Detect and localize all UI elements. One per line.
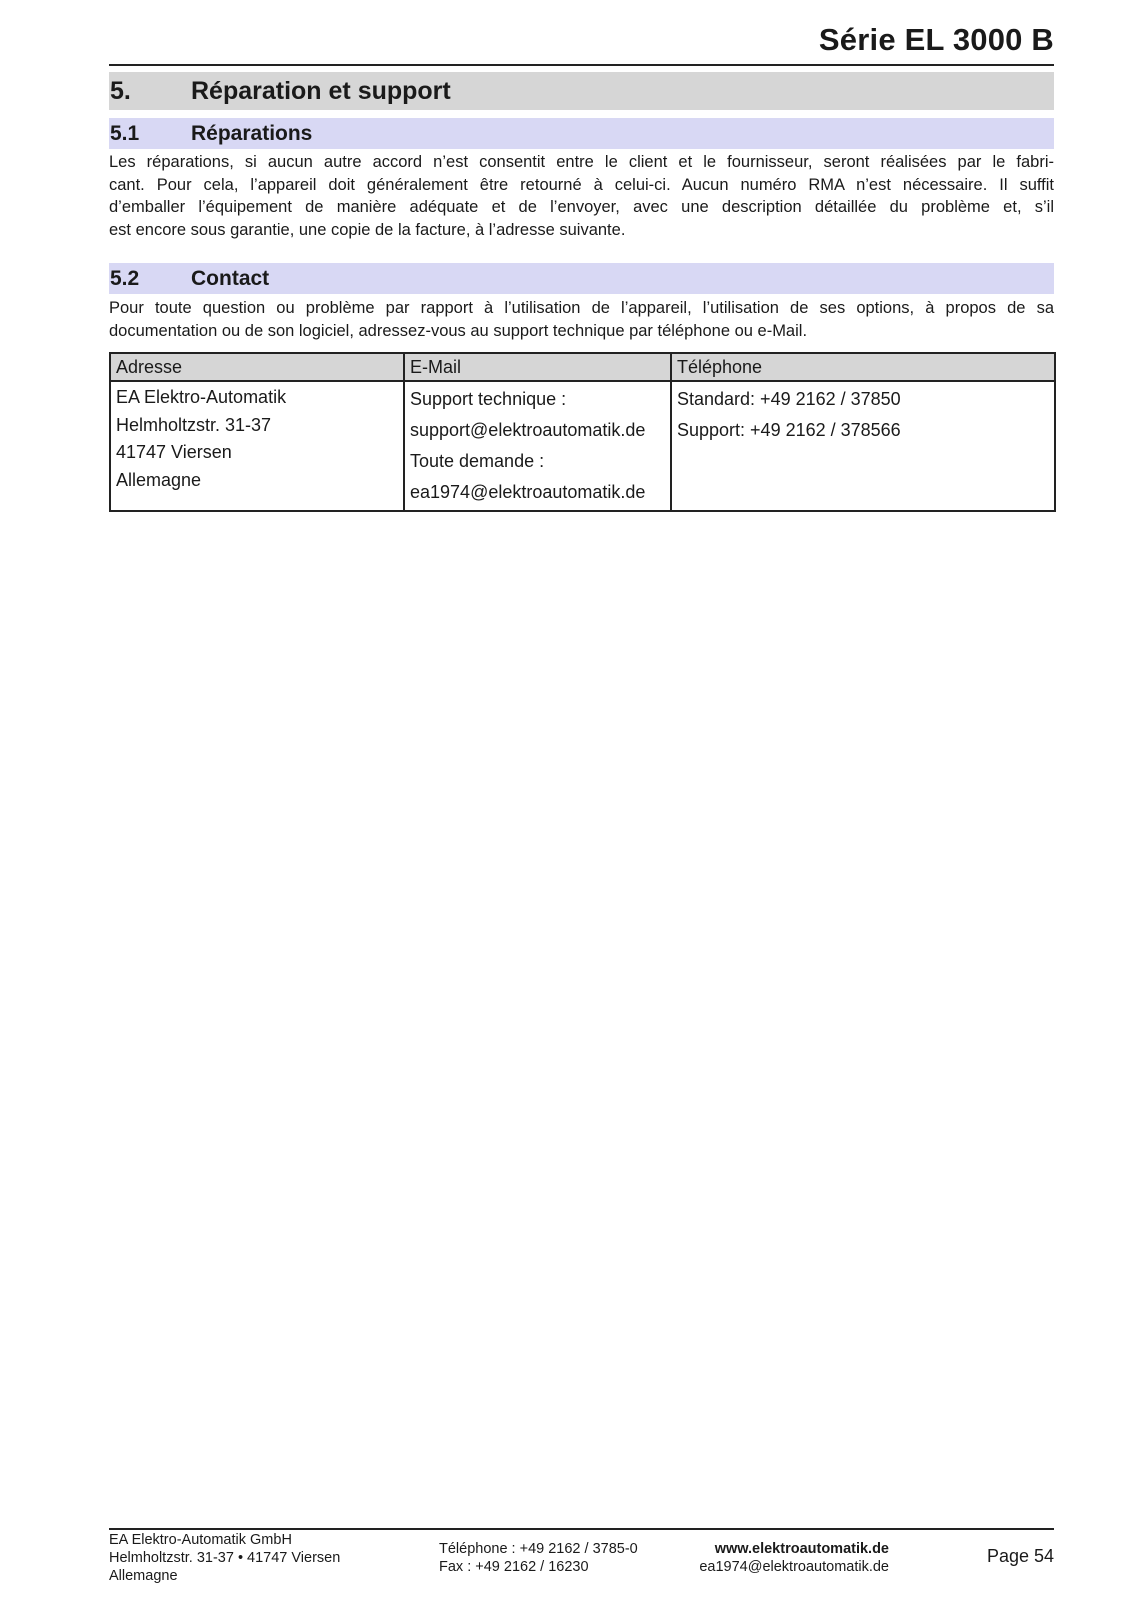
- footer-line: Allemagne: [109, 1568, 178, 1584]
- page-number: Page 54: [986, 1546, 1054, 1566]
- section-number: 5.1: [110, 121, 140, 145]
- footer-line: Téléphone : +49 2162 / 3785-0: [439, 1541, 638, 1557]
- paragraph-line: Les réparations, si aucun autre accord n’est consentit entre le client et le fournisseur, seront réalisées par le fabri-: [109, 153, 1054, 171]
- paragraph-line: documentation ou de son logiciel, adressez-vous au support technique par téléphone ou e-Mail.: [109, 321, 808, 340]
- footer-line: Helmholtzstr. 31-37 • 41747 Viersen: [109, 1550, 341, 1566]
- general-email-link[interactable]: ea1974@elektroautomatik.de: [410, 482, 646, 502]
- contact-table: [109, 352, 1056, 512]
- repairs-paragraph: [109, 151, 1054, 242]
- footer-rule: [109, 1528, 1054, 1530]
- table-header-row: [110, 353, 1055, 381]
- footer-web-mail: [689, 1540, 889, 1576]
- phone-line: Standard: +49 2162 / 37850: [677, 389, 901, 409]
- column-header-address: Adresse: [110, 353, 404, 381]
- section-title: Contact: [191, 266, 270, 290]
- series-title: Série EL 3000 B: [818, 22, 1054, 57]
- chapter-heading: [109, 72, 1054, 110]
- header-rule: [109, 64, 1054, 66]
- address-line: 41747 Viersen: [116, 442, 232, 462]
- phone-cell: [671, 381, 1055, 511]
- address-line: Allemagne: [116, 469, 202, 490]
- section-title: Réparations: [191, 121, 313, 145]
- address-cell: [110, 381, 404, 511]
- paragraph-line: Pour toute question ou problème par rapport à l’utilisation de l’appareil, l’utilisation de ses options, à propos de sa: [109, 299, 1054, 317]
- support-email-link[interactable]: support@elektroautomatik.de: [410, 420, 646, 440]
- footer-company: [109, 1531, 340, 1585]
- section-heading-repairs: [109, 118, 1054, 149]
- contact-paragraph: [109, 297, 1054, 342]
- footer-phone-fax: [439, 1540, 638, 1576]
- phone-line: Support: +49 2162 / 378566: [677, 420, 901, 440]
- paragraph-line: est encore sous garantie, une copie de la facture, à l’adresse suivante.: [109, 221, 626, 240]
- email-label: Support technique :: [410, 389, 567, 409]
- column-header-email: E-Mail: [404, 353, 671, 381]
- document-page: [109, 0, 1054, 1600]
- footer-email-link[interactable]: ea1974@elektroautomatik.de: [699, 1559, 889, 1575]
- address-line: EA Elektro-Automatik: [116, 387, 287, 407]
- chapter-number: 5.: [110, 76, 131, 105]
- footer-line: Fax : +49 2162 / 16230: [439, 1559, 589, 1575]
- table-row: [110, 381, 1055, 511]
- address-line: Helmholtzstr. 31-37: [116, 414, 272, 435]
- website-link[interactable]: www.elektroautomatik.de: [714, 1541, 889, 1557]
- paragraph-line: cant. Pour cela, l’appareil doit généralement être retourné à celui-ci. Aucun numéro RMA n’est nécessaire. Il suffit: [109, 175, 1054, 194]
- footer-line: EA Elektro-Automatik GmbH: [109, 1532, 292, 1548]
- column-header-phone: Téléphone: [671, 353, 1055, 381]
- email-cell: [404, 381, 671, 511]
- section-heading-contact: [109, 263, 1054, 294]
- section-number: 5.2: [110, 266, 140, 290]
- paragraph-line: d’emballer l’équipement de manière adéquate et de l’envoyer, avec une description détaillée du problème et, s’il: [109, 198, 1054, 217]
- chapter-title: Réparation et support: [191, 76, 451, 105]
- email-label: Toute demande :: [410, 451, 545, 471]
